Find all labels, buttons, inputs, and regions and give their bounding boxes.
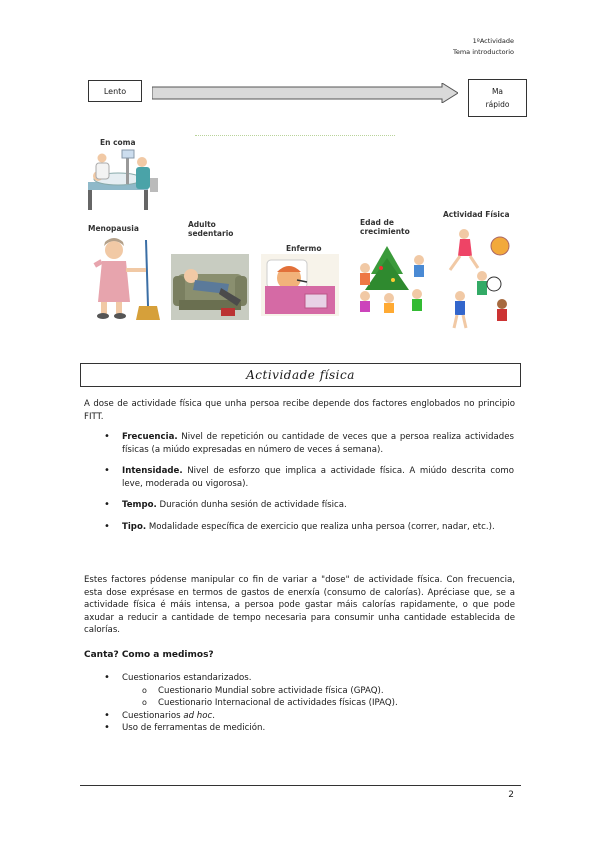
measurement-list xyxy=(104,672,514,735)
fitt-term-intensity: Intensidade. xyxy=(122,466,183,476)
list-subitem: o Cuestionario Mundial sobre actividade física (GPAQ). xyxy=(104,685,514,698)
label-growth-line1: Edad de xyxy=(360,218,394,227)
sedentary-adult-image xyxy=(171,254,249,320)
right-arrow-icon xyxy=(152,83,458,103)
list-subitem: o Cuestionario Internacional de actividades físicas (IPAQ). xyxy=(104,697,514,710)
sick-child-image xyxy=(261,254,339,316)
label-physical-activity: Actividad Física xyxy=(443,210,510,219)
list-item xyxy=(104,499,514,512)
intro-paragraph: A dose de actividade física que unha persoa recibe depende dos factores englobados no principio FITT. xyxy=(84,399,515,422)
list-item: • Uso de ferramentas de medición. xyxy=(104,722,514,735)
slow-label-box xyxy=(88,80,142,102)
label-menopause: Menopausia xyxy=(88,224,139,233)
measurement-subheading: Canta? Como a medimos? xyxy=(84,650,214,660)
fitt-term-type: Tipo. xyxy=(122,521,147,532)
list-item xyxy=(104,431,514,456)
label-sick: Enfermo xyxy=(286,244,322,253)
activity-levels-illustration xyxy=(0,120,599,350)
fast-label-box xyxy=(468,79,527,117)
fitt-text-time: Duración dunha sesión de actividade física. xyxy=(156,500,347,510)
growing-children-image xyxy=(355,244,433,314)
fitt-text-frequency: Nivel de repetición ou cantidade de veces que a persoa realiza actividades físicas (a miúdo expresadas en número de veces á semana). xyxy=(122,432,514,455)
label-sedentary-line2: sedentario xyxy=(188,229,234,238)
label-sedentary-line1: Adulto xyxy=(188,220,216,229)
coma-patient-image xyxy=(84,148,162,214)
list-item xyxy=(104,521,514,534)
menopause-woman-image xyxy=(86,236,161,322)
section-title xyxy=(80,363,521,387)
header-topic: Tema introductorio xyxy=(452,48,514,56)
fitt-term-frequency: Frecuencia. xyxy=(122,432,178,442)
fitt-text-intensity: Nivel de esforzo que implica a actividade física. A miúdo descrita como leve, moderada ou vigorosa). xyxy=(122,466,514,489)
page-header xyxy=(453,36,514,58)
list-item xyxy=(104,465,514,490)
fitt-text-type: Modalidade específica de exercicio que realiza unha persoa (correr, nadar, etc.). xyxy=(146,521,495,532)
fitt-term-time: Tempo. xyxy=(122,500,157,510)
adhoc-emphasis: ad hoc xyxy=(183,710,213,721)
header-activity: 1ºActividade xyxy=(472,37,514,45)
physical-activity-image xyxy=(440,224,520,332)
footer-divider xyxy=(80,785,521,786)
adhoc-suffix: . xyxy=(212,710,215,721)
adhoc-prefix: Cuestionarios xyxy=(122,710,184,721)
fast-label-line2: rápido xyxy=(485,100,510,109)
dose-paragraph: Estes factores pódense manipular co fin de variar a "dose" de actividade física. Con frecuencia, esta dose exprésase en termos de gastos de enerxía (consumo de calorías). Apréciase que, se a actividade física é máis intensa, a persoa pode gastar máis calorías rapidamente, o que pode axudar a reducir a cantidade de tempo necesaria para consumir unha cantidade establecida de calorías. xyxy=(84,575,515,635)
page-number: 2 xyxy=(508,790,514,800)
fast-label-line1: Ma xyxy=(491,87,504,96)
section-title-text: Actividade física xyxy=(246,368,355,382)
label-coma: En coma xyxy=(100,138,136,147)
list-item: • Cuestionarios estandarizados. xyxy=(104,672,514,685)
fitt-list xyxy=(104,431,514,542)
list-item xyxy=(104,710,514,723)
slow-label: Lento xyxy=(103,86,127,96)
label-growth xyxy=(360,218,410,236)
label-sedentary-adult xyxy=(188,220,233,238)
label-growth-line2: crecimiento xyxy=(360,227,410,236)
speed-scale xyxy=(88,79,528,119)
